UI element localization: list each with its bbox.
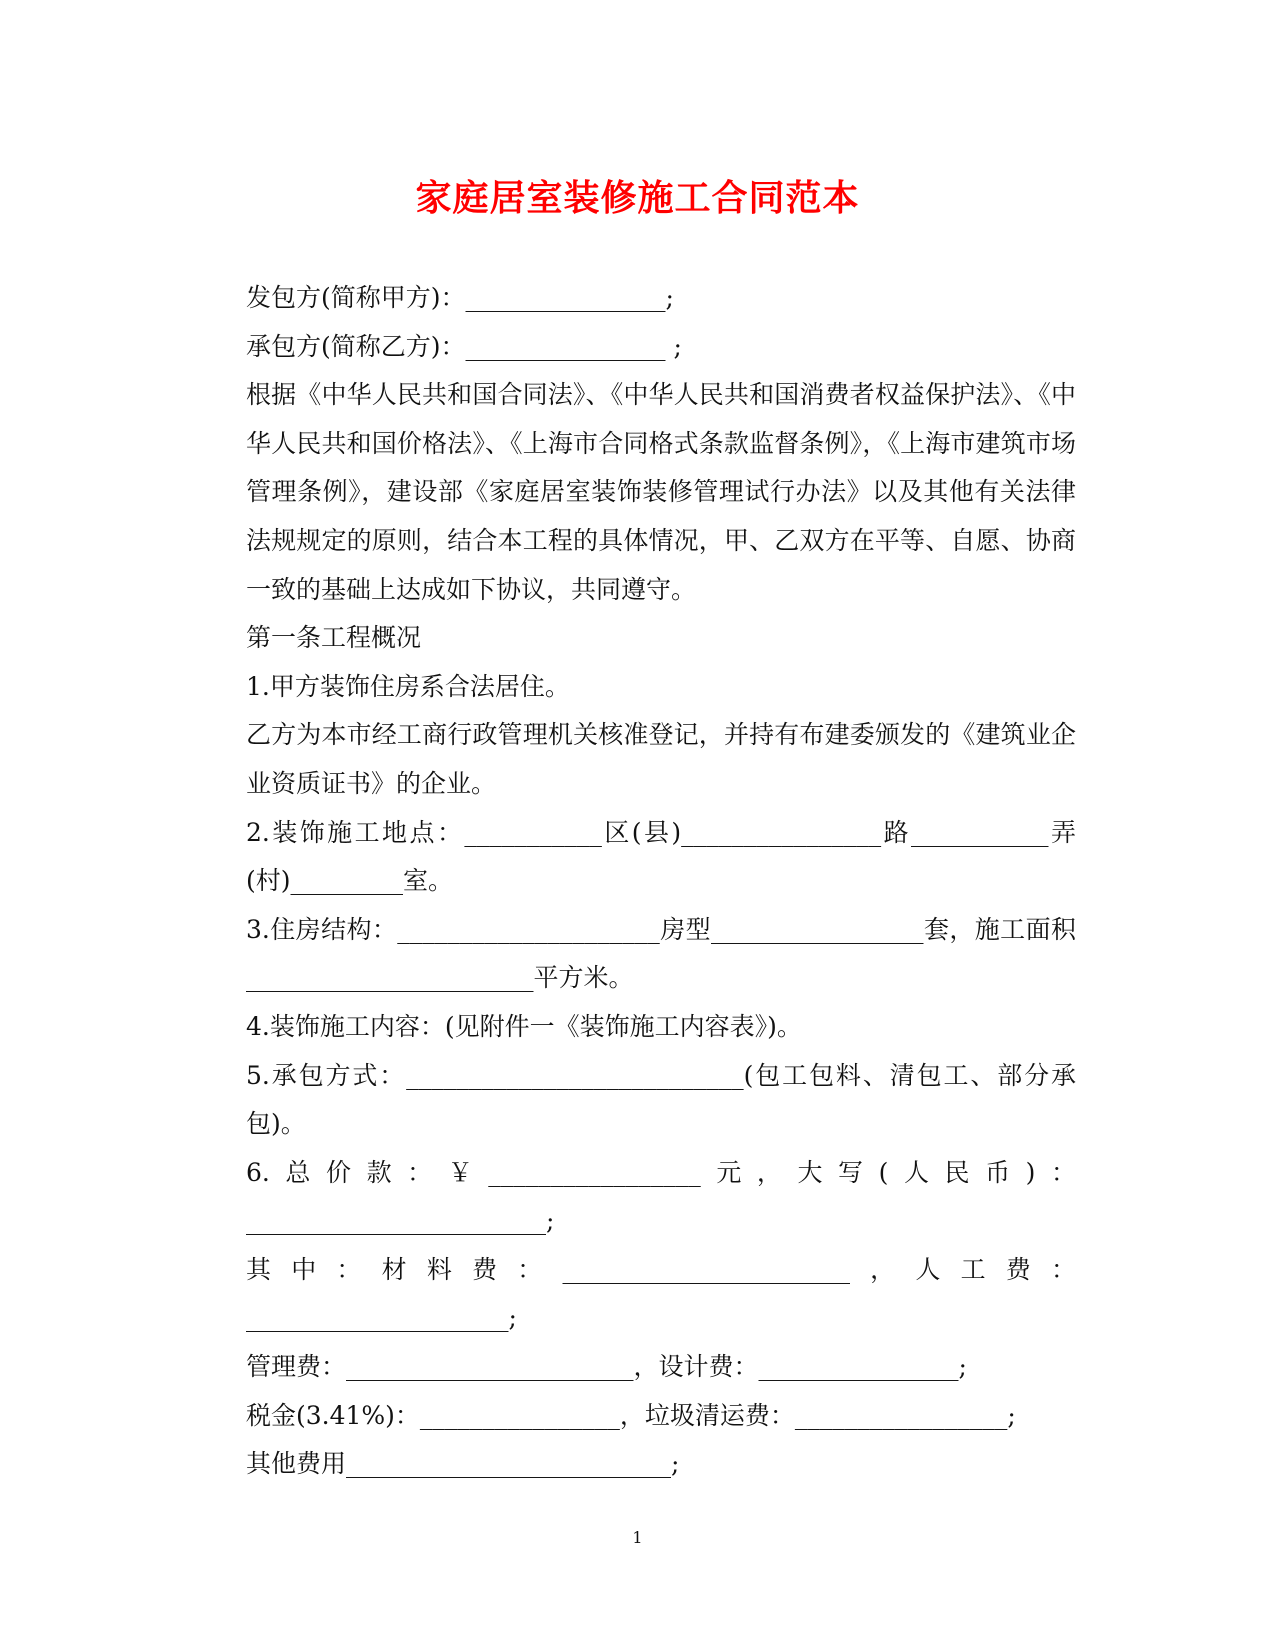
contractor-qualification-paragraph: 乙方为本市经工商行政管理机关核准登记，并持有布建委颁发的《建筑业企业资质证书》的企业。 — [246, 720, 1076, 798]
clause-1-1: 1.甲方装饰住房系合法居住。 — [246, 671, 570, 701]
material-labor-fee-line: 其中：材料费：_______________________，人工费：_____________________; — [246, 1254, 1076, 1333]
preamble-paragraph: 根据《中华人民共和国合同法》、《中华人民共和国消费者权益保护法》、《中华人民共和国价格法》、《上海市合同格式条款监督条例》，《上海市建筑市场管理条例》，建设部《家庭居室装饰装修管理试行办法》以及其他有关法律法规规定的原则，结合本工程的具体情况，甲、乙双方在平等、自愿、协商一致的基础上达成如下协议，共同遵守。 — [246, 380, 1076, 604]
page-number: 1 — [632, 1528, 643, 1547]
clause-4-content: 4.装饰施工内容：(见附件一《装饰施工内容表》)。 — [246, 1011, 802, 1041]
tax-garbage-fee-line: 税金(3.41%)：________________，垃圾清运费：_________________; — [246, 1400, 1016, 1430]
party-b-line: 承包方(简称乙方)：________________ ; — [246, 331, 682, 361]
clause-5-method: 5.承包方式：___________________________(包工包料、清包工、部分承包)。 — [246, 1060, 1076, 1139]
article-1-heading: 第一条工程概况 — [246, 623, 422, 653]
document-title: 家庭居室装修施工合同范本 — [415, 177, 860, 219]
other-fees-line: 其他费用__________________________; — [246, 1449, 680, 1479]
clause-2-location: 2.装饰施工地点：___________区(县)________________路___________弄(村)_________室。 — [246, 817, 1076, 896]
document-body — [196, 274, 1076, 1489]
management-design-fee-line: 管理费：_______________________，设计费：________________; — [246, 1352, 967, 1382]
clause-6-total-price: 6.总价款：￥_________________元，大写(人民币)：________________________; — [246, 1157, 1076, 1236]
clause-3-structure: 3.住房结构：_____________________房型_________________套，施工面积_______________________平方米。 — [246, 914, 1076, 993]
party-a-line: 发包方(简称甲方)：________________; — [246, 283, 674, 312]
